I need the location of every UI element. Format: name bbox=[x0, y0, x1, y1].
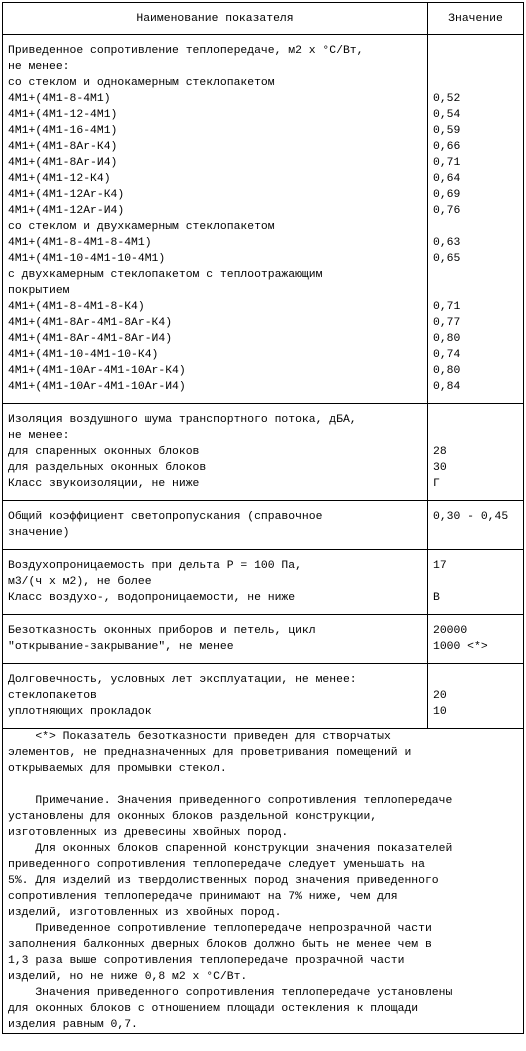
indicator-value: 28 bbox=[433, 446, 447, 458]
indicator-value bbox=[433, 59, 523, 75]
indicator-value: 1000 <*> bbox=[433, 641, 488, 653]
table-row bbox=[3, 501, 524, 550]
indicator-value: 20000 bbox=[433, 625, 468, 637]
indicator-label: 4М1+(4М1-8-4М1-8-4М1) bbox=[8, 237, 152, 249]
indicator-value: 0,76 bbox=[433, 205, 461, 217]
indicator-label: 4М1+(4М1-12Ar-И4) bbox=[8, 205, 125, 217]
indicator-label: Изоляция воздушного шума транспортного потока, дБА, bbox=[8, 414, 357, 426]
indicator-value: 0,63 bbox=[433, 237, 461, 249]
indicator-value: 0,74 bbox=[433, 349, 461, 361]
indicator-value bbox=[433, 43, 523, 59]
indicator-value-cell bbox=[428, 35, 524, 404]
indicator-name-cell bbox=[3, 35, 428, 404]
indicator-label: Воздухопроницаемость при дельта P = 100 Па, bbox=[8, 560, 302, 572]
indicator-label: 4М1+(4М1-10Ar-4М1-10Ar-И4) bbox=[8, 381, 186, 393]
indicator-label: уплотняющих прокладок bbox=[8, 706, 152, 718]
indicator-value: 0,69 bbox=[433, 189, 461, 201]
indicator-label: стеклопакетов bbox=[8, 690, 97, 702]
indicator-value: 0,66 bbox=[433, 141, 461, 153]
table-row bbox=[3, 615, 524, 664]
notes-row bbox=[3, 729, 524, 1034]
indicator-value: 0,52 bbox=[433, 93, 461, 105]
table-row bbox=[3, 35, 524, 404]
indicator-value bbox=[433, 267, 523, 283]
indicator-label: со стеклом и двухкамерным стеклопакетом bbox=[8, 221, 275, 233]
indicator-value: 10 bbox=[433, 706, 447, 718]
indicator-label: Общий коэффициент светопропускания (справочное bbox=[8, 511, 323, 523]
indicator-label: м3/(ч x м2), не более bbox=[8, 576, 152, 588]
indicator-label: с двухкамерным стеклопакетом с теплоотражающим bbox=[8, 269, 323, 281]
indicator-label: для раздельных оконных блоков bbox=[8, 462, 207, 474]
indicator-label: 4М1+(4М1-16-4М1) bbox=[8, 125, 118, 137]
indicator-value bbox=[433, 412, 523, 428]
indicator-label: Класс звукоизоляции, не ниже bbox=[8, 478, 200, 490]
column-header-name: Наименование показателя bbox=[3, 3, 428, 35]
indicator-value: В bbox=[433, 592, 440, 604]
indicator-value: 0,80 bbox=[433, 333, 461, 345]
indicator-value: 30 bbox=[433, 462, 447, 474]
indicator-value: 0,59 bbox=[433, 125, 461, 137]
indicator-value-cell bbox=[428, 501, 524, 550]
indicator-label: не менее: bbox=[8, 61, 70, 73]
indicator-value: 0,77 bbox=[433, 317, 461, 329]
indicator-label: Долговечность, условных лет эксплуатации, не менее: bbox=[8, 674, 357, 686]
indicator-label: 4М1+(4М1-10-4М1-10-4М1) bbox=[8, 253, 166, 265]
specification-table bbox=[2, 2, 524, 1034]
indicator-label: 4М1+(4М1-8Ar-4М1-8Ar-К4) bbox=[8, 317, 173, 329]
indicator-name-cell bbox=[3, 550, 428, 615]
indicator-label: 4М1+(4М1-12-4М1) bbox=[8, 109, 118, 121]
indicator-label: 4М1+(4М1-12Ar-К4) bbox=[8, 189, 125, 201]
column-header-value: Значение bbox=[428, 3, 524, 35]
indicator-value-cell bbox=[428, 615, 524, 664]
indicator-value: 17 bbox=[433, 560, 447, 572]
indicator-value bbox=[433, 574, 523, 590]
indicator-value-cell bbox=[428, 550, 524, 615]
table-row bbox=[3, 404, 524, 501]
indicator-label: со стеклом и однокамерным стеклопакетом bbox=[8, 77, 275, 89]
indicator-label: 4М1+(4М1-8Ar-К4) bbox=[8, 141, 118, 153]
indicator-label: для спаренных оконных блоков bbox=[8, 446, 200, 458]
indicator-name-cell bbox=[3, 501, 428, 550]
indicator-value: 0,30 - 0,45 bbox=[433, 511, 509, 523]
indicator-label: "открывание-закрывание", не менее bbox=[8, 641, 234, 653]
indicator-value bbox=[433, 672, 523, 688]
indicator-label: Безотказность оконных приборов и петель, цикл bbox=[8, 625, 316, 637]
indicator-value: 0,54 bbox=[433, 109, 461, 121]
indicator-label: 4М1+(4М1-10-4М1-10-К4) bbox=[8, 349, 159, 361]
indicator-label: покрытием bbox=[8, 285, 70, 297]
indicator-name-cell bbox=[3, 615, 428, 664]
indicator-value: 0,65 bbox=[433, 253, 461, 265]
indicator-value: 0,71 bbox=[433, 157, 461, 169]
indicator-value bbox=[433, 283, 523, 299]
indicator-label: Класс воздухо-, водопроницаемости, не ниже bbox=[8, 592, 296, 604]
table-header-row bbox=[3, 3, 524, 35]
indicator-value: 0,84 bbox=[433, 381, 461, 393]
indicator-label: 4М1+(4М1-12-К4) bbox=[8, 173, 111, 185]
table-row bbox=[3, 550, 524, 615]
indicator-value: 20 bbox=[433, 690, 447, 702]
indicator-name-cell bbox=[3, 664, 428, 729]
indicator-value bbox=[433, 525, 523, 541]
indicator-label: Приведенное сопротивление теплопередаче, м2 x °С/Вт, bbox=[8, 45, 364, 57]
indicator-value: 0,80 bbox=[433, 365, 461, 377]
indicator-name-cell bbox=[3, 404, 428, 501]
indicator-label: 4М1+(4М1-8Ar-И4) bbox=[8, 157, 118, 169]
indicator-label: 4М1+(4М1-8Ar-4М1-8Ar-И4) bbox=[8, 333, 173, 345]
indicator-value: Г bbox=[433, 478, 440, 490]
indicator-label: не менее: bbox=[8, 430, 70, 442]
note-text: Примечание. Значения приведенного сопротивления теплопередаче установлены для оконных блоков раздельной конструкции, изготовленных из древесины хвойных пород. Для оконных блоков спаренной конструкции значения показателей приведенного сопротивления теплопередаче следует уменьшать на 5%. Для изделий из твердолиственных пород значения приведенного сопротивления теплопередаче принимают на 7% ниже, чем для изделий, изготовленных из хвойных пород. Приведенное сопротивление теплопередаче непрозрачной части заполнения балконных дверных блоков должно быть не менее чем в 1,3 раза выше сопротивления теплопередаче прозрачной части изделий, но не ниже 0,8 м2 x °С/Вт. Значения приведенного сопротивления теплопередаче установлены для оконных блоков с отношением площади остекления к площади изделия равным 0,7. bbox=[8, 795, 453, 1031]
indicator-label: значение) bbox=[8, 527, 70, 539]
indicator-label: 4М1+(4М1-10Ar-4М1-10Ar-К4) bbox=[8, 365, 186, 377]
indicator-label: 4М1+(4М1-8-4М1-8-К4) bbox=[8, 301, 145, 313]
notes-cell bbox=[3, 729, 524, 1034]
indicator-value bbox=[433, 219, 523, 235]
indicator-label: 4М1+(4М1-8-4М1) bbox=[8, 93, 111, 105]
indicator-value: 0,64 bbox=[433, 173, 461, 185]
indicator-value: 0,71 bbox=[433, 301, 461, 313]
indicator-value bbox=[433, 428, 523, 444]
footnote-text: <*> Показатель безотказности приведен для створчатых элементов, не предназначенных для проветривания помещений и открываемых для промывки стекол. bbox=[8, 731, 412, 775]
indicator-value-cell bbox=[428, 404, 524, 501]
indicator-value-cell bbox=[428, 664, 524, 729]
table-row bbox=[3, 664, 524, 729]
indicator-value bbox=[433, 75, 523, 91]
